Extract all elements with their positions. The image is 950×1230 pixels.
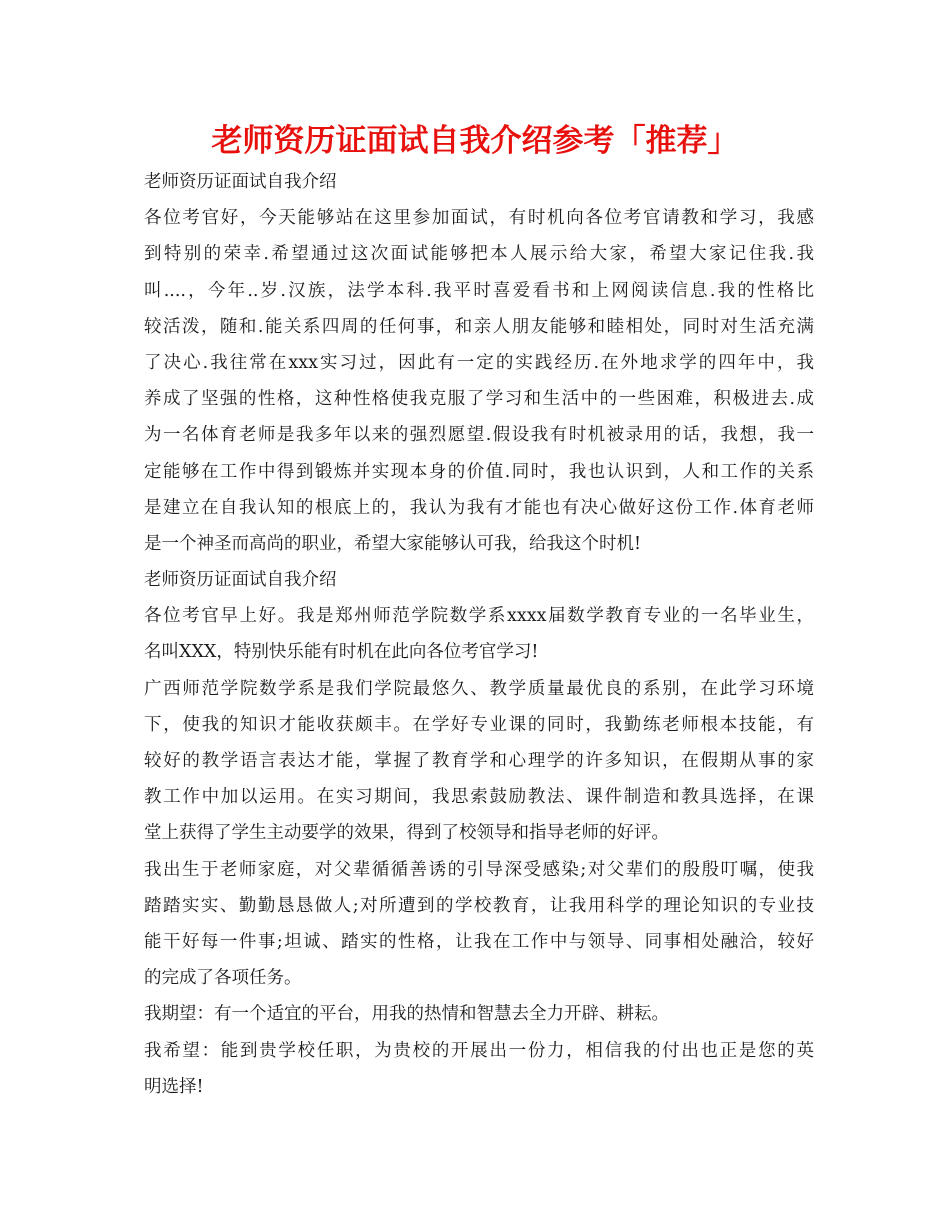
paragraph-line: 我期望：有一个适宜的平台，用我的热情和智慧去全力开辟、耕耘。 (144, 1004, 669, 1025)
paragraph-line: 堂上获得了学生主动要学的效果，得到了校领导和指导老师的好评。 (144, 823, 669, 844)
paragraph-line: 明选择! (144, 1076, 204, 1097)
paragraph-line: 各位考官早上好。我是郑州师范学院数学系xxxx届数学教育专业的一名毕业生， (144, 606, 814, 627)
paragraph-line: 名叫XXX，特别快乐能有时机在此向各位考官学习! (144, 642, 539, 663)
section-heading-1: 老师资历证面试自我介绍 (144, 172, 337, 192)
paragraph-line: 养成了坚强的性格，这种性格使我克服了学习和生活中的一些困难，积极进去.成 (144, 389, 814, 410)
paragraph-line: 广西师范学院数学系是我们学院最悠久、教学质量最优良的系别，在此学习环境 (144, 678, 814, 699)
paragraph-line: 较好的教学语言表达才能，掌握了教育学和心理学的许多知识，在假期从事的家 (144, 751, 814, 771)
paragraph-line: 各位考官好，今天能够站在这里参加面试，有时机向各位考官请教和学习，我感 (144, 208, 814, 229)
section-heading-2: 老师资历证面试自我介绍 (144, 570, 337, 591)
paragraph-line: 能干好每一件事;坦诚、踏实的性格，让我在工作中与领导、同事相处融洽，较好 (144, 931, 814, 952)
paragraph-line: 较活泼，随和.能关系四周的任何事，和亲人朋友能够和睦相处，同时对生活充满 (144, 316, 814, 337)
document-body (144, 164, 814, 1105)
paragraph-line: 的完成了各项任务。 (144, 968, 302, 989)
document-title: 老师资历证面试自我介绍参考「推荐」 (211, 123, 739, 159)
paragraph-line: 踏踏实实、勤勤恳恳做人;对所遭到的学校教育，让我用科学的理论知识的专业技 (144, 895, 814, 916)
paragraph-line: 了决心.我往常在xxx实习过，因此有一定的实践经历.在外地求学的四年中，我 (144, 352, 814, 373)
paragraph-line: 是一个神圣而高尚的职业，希望大家能够认可我，给我这个时机! (144, 533, 642, 554)
paragraph-line: 我希望：能到贵学校任职，为贵校的开展出一份力，相信我的付出也正是您的英 (144, 1040, 814, 1061)
paragraph-line: 为一名体育老师是我多年以来的强烈愿望.假设我有时机被录用的话，我想，我一 (144, 425, 814, 446)
paragraph-line: 定能够在工作中得到锻炼并实现本身的价值.同时，我也认识到，人和工作的关系 (144, 461, 814, 482)
paragraph-line: 是建立在自我认知的根底上的，我认为我有才能也有决心做好这份工作.体育老师 (144, 497, 814, 518)
paragraph-line: 到特别的荣幸.希望通过这次面试能够把本人展示给大家，希望大家记住我.我 (144, 244, 814, 265)
paragraph-line: 我出生于老师家庭，对父辈循循善诱的引导深受感染;对父辈们的殷殷叮嘱，使我 (144, 859, 814, 880)
paragraph-line: 叫....，今年..岁.汉族，法学本科.我平时喜爱看书和上网阅读信息.我的性格比 (144, 280, 814, 301)
paragraph-line: 下，使我的知识才能收获颇丰。在学好专业课的同时，我勤练老师根本技能，有 (144, 714, 814, 735)
paragraph-line: 教工作中加以运用。在实习期间，我思索鼓励教法、课件制造和教具选择，在课 (144, 787, 814, 808)
